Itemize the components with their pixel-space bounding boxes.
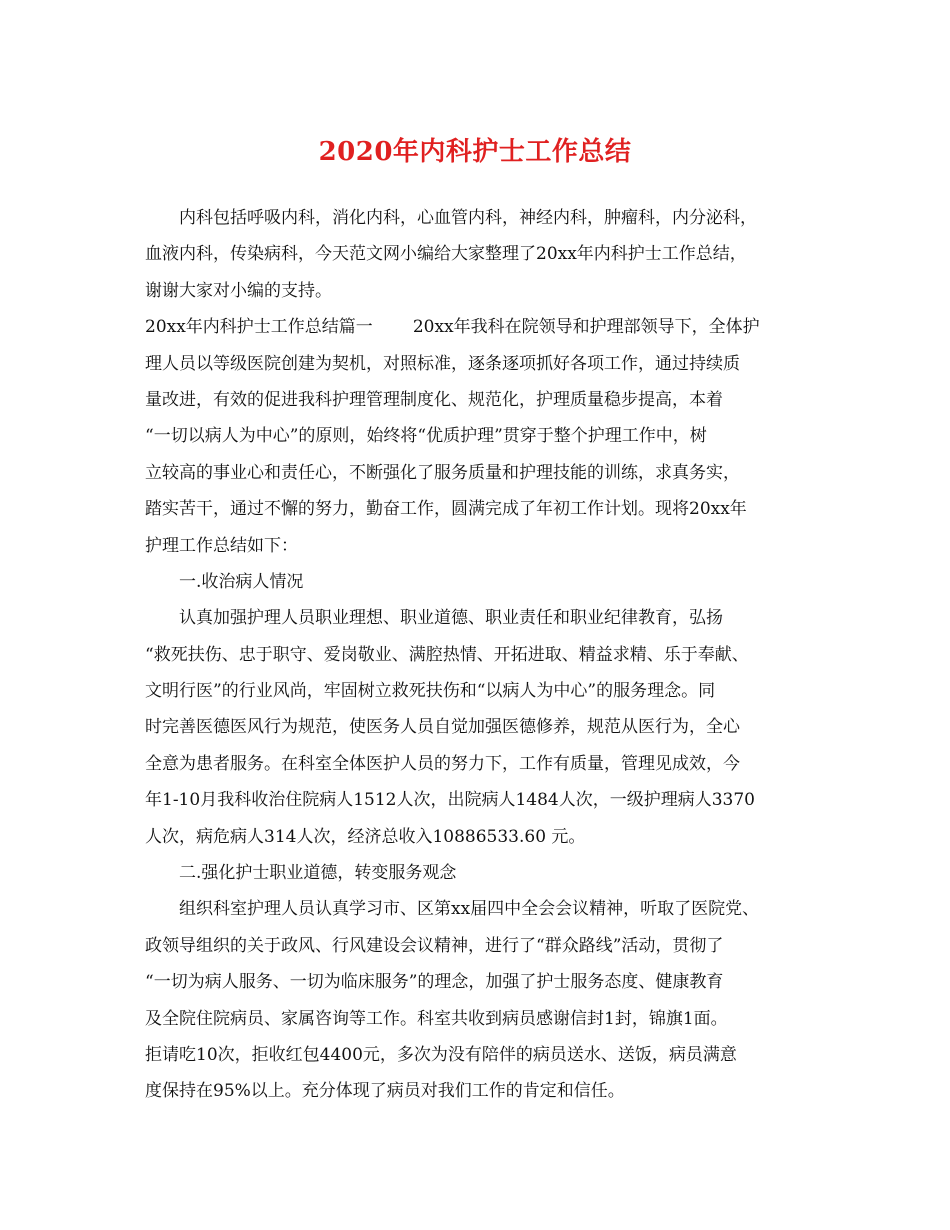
part1-line: 立较高的事业心和责任心，不断强化了服务质量和护理技能的训练，求真务实，	[145, 462, 740, 483]
part1-line: 理人员以等级医院创建为契机，对照标准，逐条逐项抓好各项工作，通过持续质	[145, 353, 740, 374]
section1-line: “救死扶伤、忠于职守、爱岗敬业、满腔热情、开拓进取、精益求精、乐于奉献、	[145, 644, 749, 665]
document-title: 2020年内科护士工作总结	[318, 137, 632, 167]
section2-line: 政领导组织的关于政风、行风建设会议精神，进行了“群众路线”活动，贯彻了	[145, 935, 724, 956]
intro-line: 血液内科，传染病科，今天范文网小编给大家整理了20xx年内科护士工作总结，	[145, 244, 747, 265]
part1-first-text: 20xx年我科在院领导和护理部领导下，全体护	[412, 317, 760, 338]
section1-line: 人次，病危病人314人次，经济总收入10886533.60 元。	[145, 826, 586, 847]
section1-line: 年1-10月我科收治住院病人1512人次，出院病人1484人次，一级护理病人3370	[145, 790, 755, 811]
section1-line: 认真加强护理人员职业理想、职业道德、职业责任和职业纪律教育，弘扬	[179, 608, 723, 629]
part1-heading: 20xx年内科护士工作总结篇一	[145, 317, 373, 338]
section2-line: 组织科室护理人员认真学习市、区第xx届四中全会会议精神，听取了医院党、	[179, 899, 760, 920]
part1-line: 量改进，有效的促进我科护理管理制度化、规范化，护理质量稳步提高，本着	[145, 389, 723, 410]
section2-heading: 二.强化护士职业道德，转变服务观念	[179, 863, 457, 884]
section1-line: 时完善医德医风行为规范，使医务人员自觉加强医德修养，规范从医行为，全心	[145, 717, 740, 738]
intro-line: 谢谢大家对小编的支持。	[145, 280, 332, 301]
section2-line: 度保持在95%以上。充分体现了病员对我们工作的肯定和信任。	[145, 1081, 625, 1102]
document-body	[145, 200, 835, 1110]
section2-line: 拒请吃10次，拒收红包4400元，多次为没有陪伴的病员送水、送饭，病员满意	[145, 1044, 737, 1065]
section1-line: 文明行医”的行业风尚，牢固树立救死扶伤和“以病人为中心”的服务理念。同	[145, 681, 716, 702]
part1-line: 踏实苦干，通过不懈的努力，勤奋工作，圆满完成了年初工作计划。现将20xx年	[145, 499, 747, 520]
section1-heading: 一.收治病人情况	[179, 571, 304, 592]
section1-line: 全意为患者服务。在科室全体医护人员的努力下，工作有质量，管理见成效，今	[145, 753, 740, 774]
intro-line: 内科包括呼吸内科，消化内科，心血管内科，神经内科，肿瘤科，内分泌科，	[179, 208, 757, 228]
part1-line: “一切以病人为中心”的原则，始终将“优质护理”贯穿于整个护理工作中，树	[145, 426, 707, 447]
section2-line: 及全院住院病员、家属咨询等工作。科室共收到病员感谢信封1封，锦旗1面。	[145, 1008, 728, 1029]
part1-line: 护理工作总结如下：	[145, 535, 298, 556]
section2-line: “一切为病人服务、一切为临床服务”的理念，加强了护士服务态度、健康教育	[145, 972, 724, 993]
part1-first-line	[145, 309, 835, 345]
